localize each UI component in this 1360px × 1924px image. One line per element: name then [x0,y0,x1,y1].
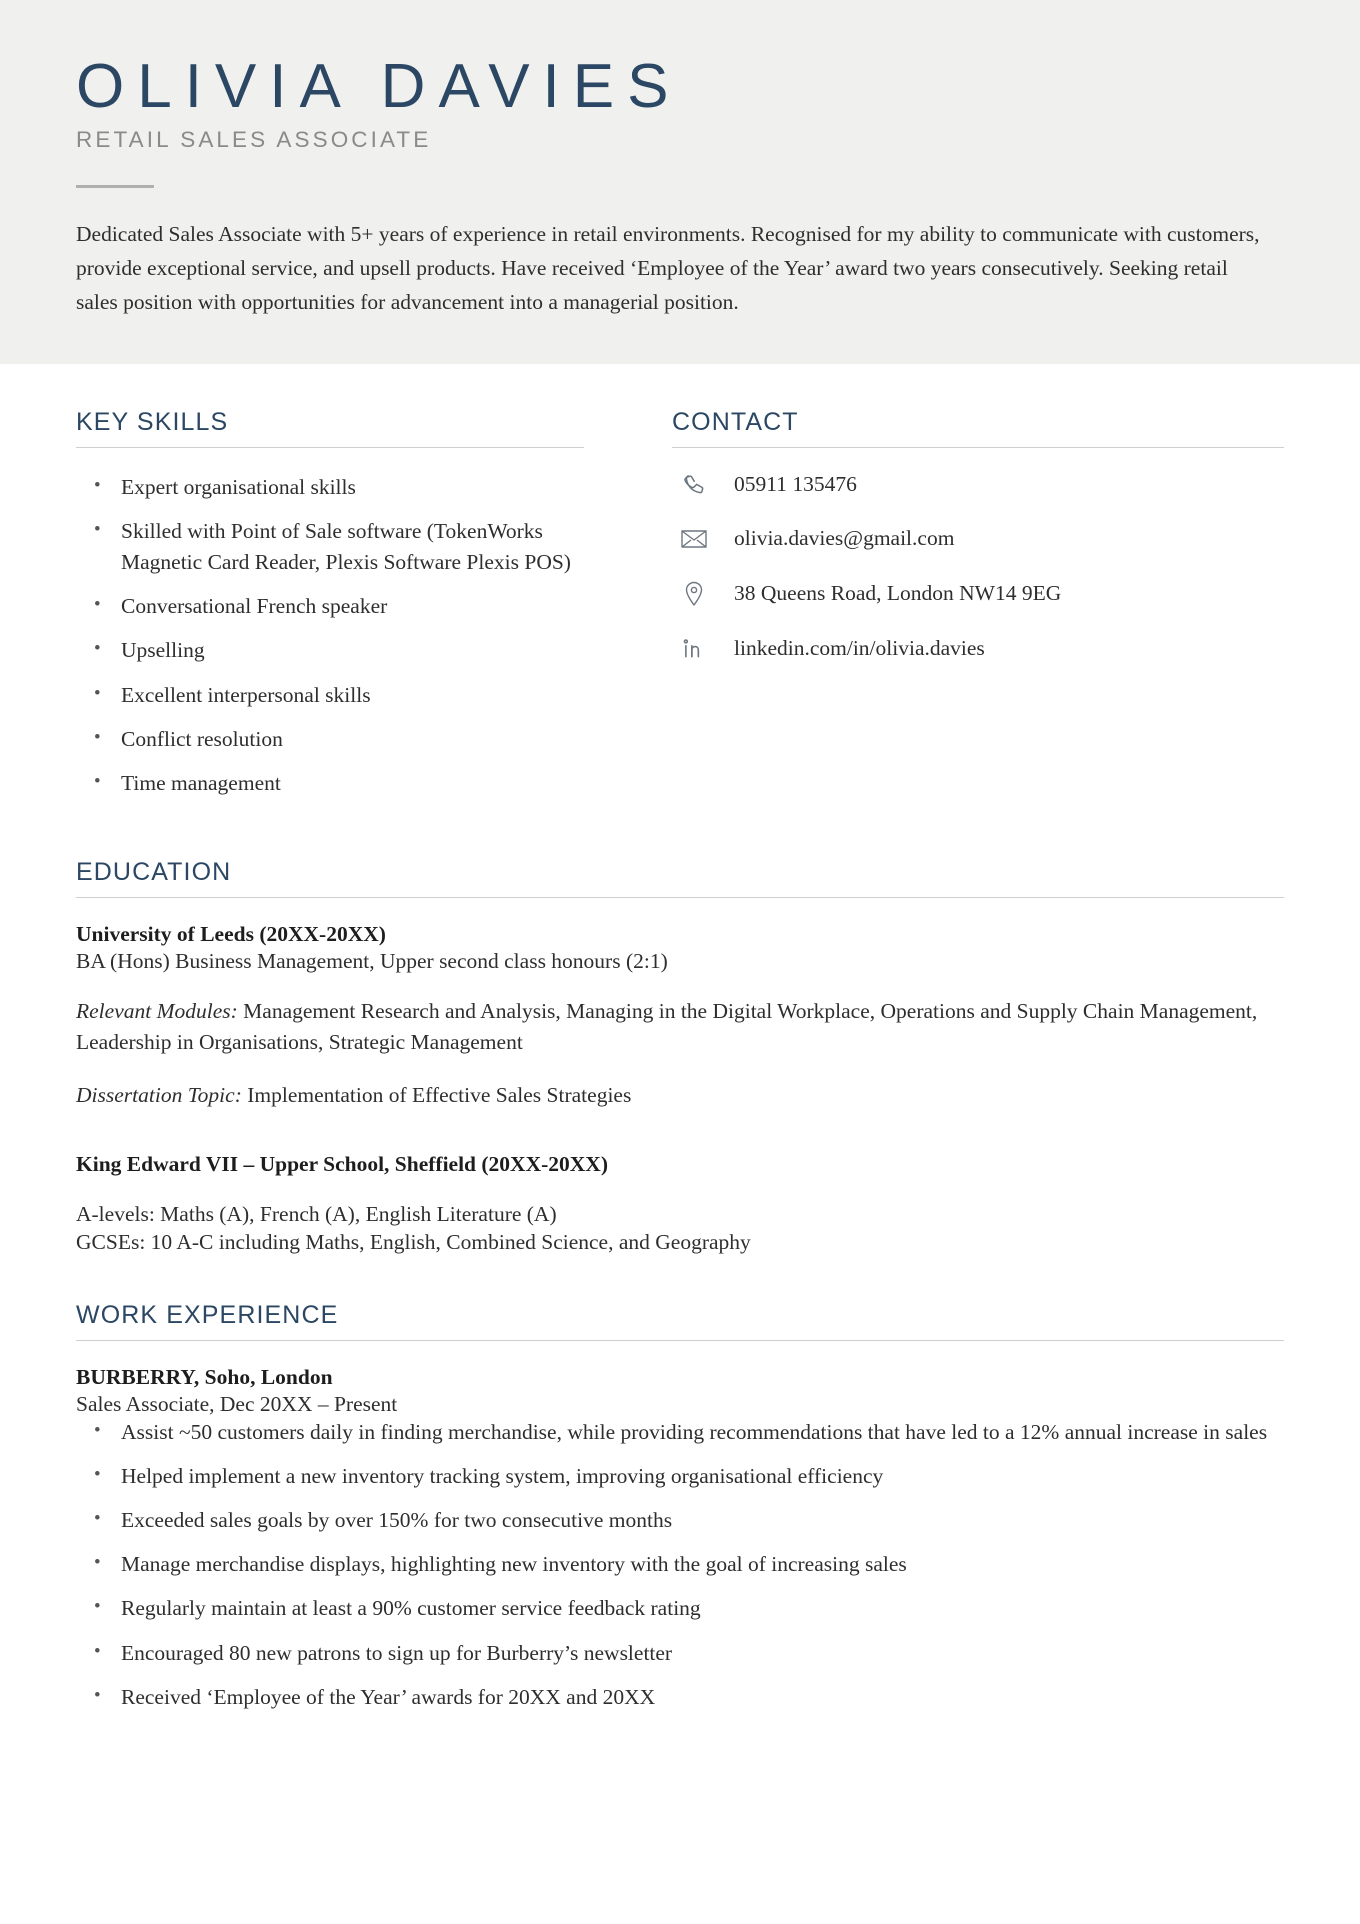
contact-linkedin-value: linkedin.com/in/olivia.davies [734,636,985,661]
list-item: • Expert organisational skills [76,472,584,503]
education-entry [76,922,1284,1112]
key-skills-list [76,472,584,799]
contact-phone[interactable] [672,472,1284,498]
education-institution: University of Leeds (20XX-20XX) [76,922,386,947]
work-entry [76,1365,1284,1713]
list-item: • Skilled with Point of Sale software (TokenWorks Magnetic Card Reader, Plexis Software Plexis POS) [76,516,584,578]
contact-linkedin[interactable] [672,636,1284,662]
contact-address[interactable] [672,580,1284,608]
contact-list [672,472,1284,662]
education-gcses: GCSEs: 10 A-C including Maths, English, Combined Science, and Geography [76,1229,751,1254]
list-item: • Helped implement a new inventory tracking system, improving organisational efficiency [76,1461,1284,1492]
linkedin-icon [672,636,716,662]
list-item: • Regularly maintain at least a 90% customer service feedback rating [76,1593,1284,1624]
work-experience-section [76,1301,1284,1713]
work-employer: BURBERRY, Soho, London [76,1364,333,1389]
list-item: • Received ‘Employee of the Year’ awards for 20XX and 20XX [76,1682,1284,1713]
key-skills-divider [76,447,584,448]
candidate-name: OLIVIA DAVIES [76,52,682,121]
contact-section [672,408,1284,812]
work-role: Sales Associate, Dec 20XX – Present [76,1391,398,1416]
education-dissertation-value: Implementation of Effective Sales Strategies [241,1083,632,1108]
candidate-job-title: RETAIL SALES ASSOCIATE [76,127,432,153]
education-entry [76,1152,1284,1255]
contact-title: CONTACT [672,407,799,436]
skills-contact-row [76,408,1284,812]
education-modules-value: Management Research and Analysis, Managing in the Digital Workplace, Operations and Supply Chain Management, Leadership in Organisations, Strategic Management [76,999,1258,1055]
education-dissertation-label: Dissertation Topic: [76,1083,242,1108]
education-divider [76,897,1284,898]
list-item: • Conversational French speaker [76,591,584,622]
phone-icon [672,472,716,498]
list-item: • Manage merchandise displays, highlighting new inventory with the goal of increasing sales [76,1549,1284,1580]
contact-phone-value: 05911 135476 [734,472,857,497]
education-title: EDUCATION [76,858,232,887]
list-item: • Excellent interpersonal skills [76,680,584,711]
education-modules-label: Relevant Modules: [76,999,238,1024]
work-bullet-list [76,1417,1284,1713]
key-skills-section [76,408,584,812]
work-experience-divider [76,1340,1284,1341]
education-dissertation [76,1080,1284,1111]
list-item: • Exceeded sales goals by over 150% for two consecutive months [76,1505,1284,1536]
contact-address-value: 38 Queens Road, London NW14 9EG [734,581,1062,606]
header-divider [76,185,154,188]
education-modules [76,996,1284,1058]
education-qualification: BA (Hons) Business Management, Upper second class honours (2:1) [76,949,668,974]
key-skills-title: KEY SKILLS [76,407,229,436]
contact-email[interactable] [672,526,1284,552]
resume-header [0,0,1360,364]
list-item: • Encouraged 80 new patrons to sign up for Burberry’s newsletter [76,1638,1284,1669]
education-institution: King Edward VII – Upper School, Sheffield (20XX-20XX) [76,1151,608,1176]
list-item: • Upselling [76,635,584,666]
contact-email-value: olivia.davies@gmail.com [734,526,955,551]
email-icon [672,526,716,552]
education-section [76,858,1284,1255]
contact-divider [672,447,1284,448]
professional-summary: Dedicated Sales Associate with 5+ years of experience in retail environments. Recognised for my ability to communicate with customers, provide exceptional service, and upsell products. Have received ‘Employee of the Year’ award two years consecutively. Seeking retail sales position with opportunities for advancement into a managerial position. [76,222,1260,314]
list-item: • Time management [76,768,584,799]
resume-body [0,408,1360,1779]
list-item: • Conflict resolution [76,724,584,755]
work-experience-title: WORK EXPERIENCE [76,1300,339,1329]
education-alevels: A-levels: Maths (A), French (A), English Literature (A) [76,1201,557,1226]
location-pin-icon [672,580,716,608]
list-item: • Assist ~50 customers daily in finding merchandise, while providing recommendations that have led to a 12% annual increase in sales [76,1417,1284,1448]
